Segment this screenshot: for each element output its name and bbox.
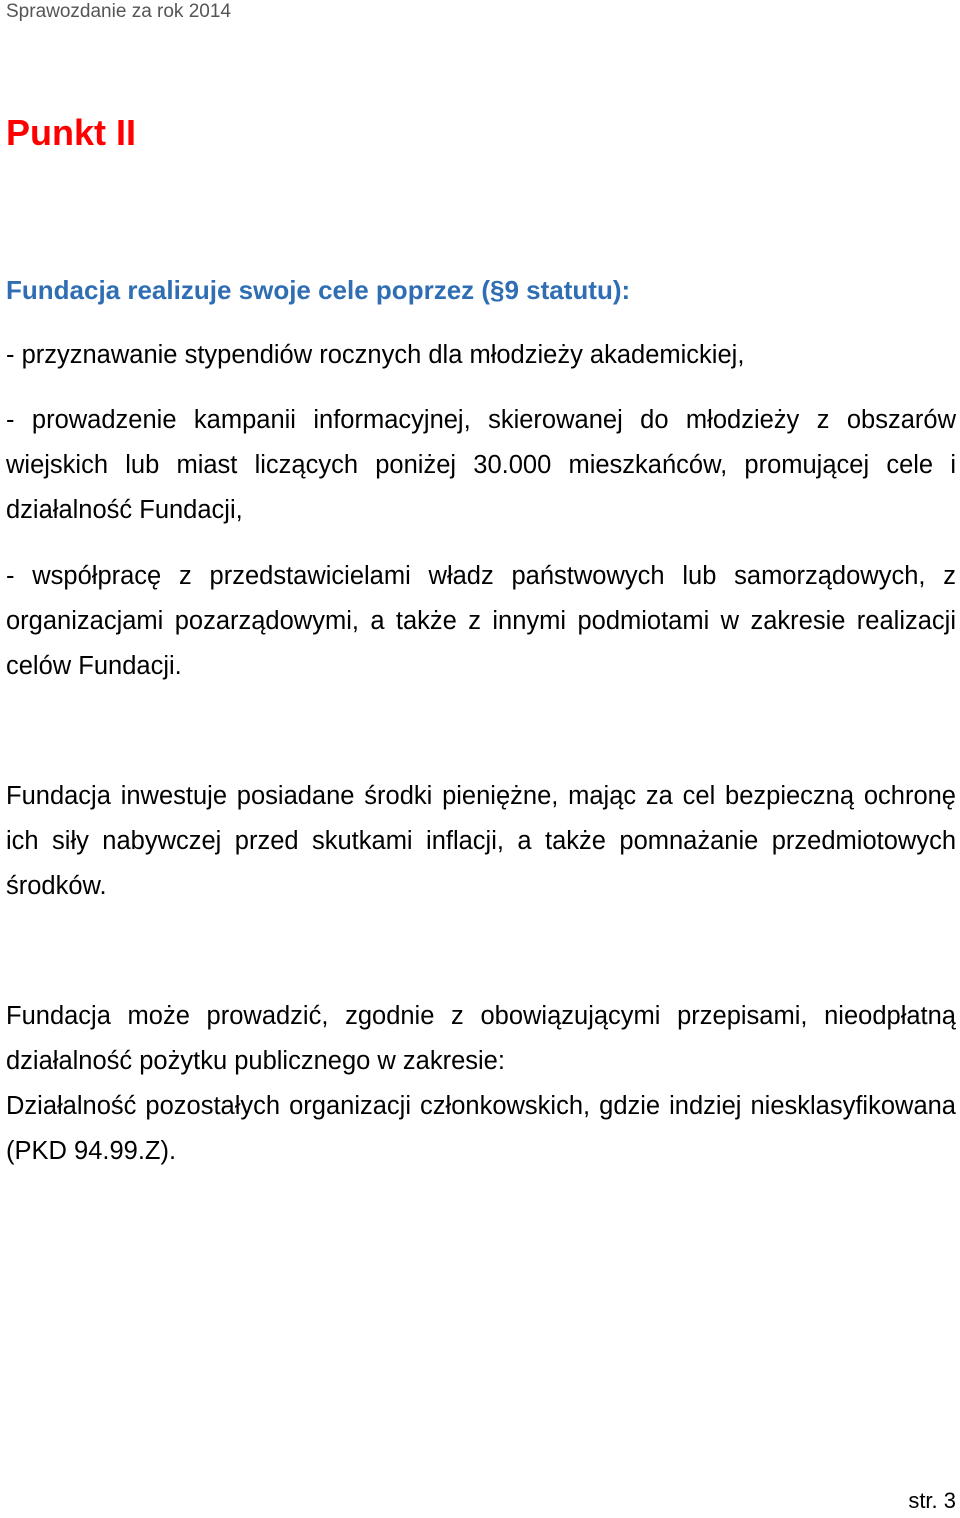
list-item: - współpracę z przedstawicielami władz państwowych lub samorządowych, z organizacjami pozarządowymi, a także z innymi podmiotami w zakresie realizacji celów Fundacji. <box>6 562 956 680</box>
section-title: Punkt II <box>6 112 137 153</box>
section-subheading: Fundacja realizuje swoje cele poprzez (§9 statutu): <box>6 275 631 305</box>
page-number: str. 3 <box>908 1488 956 1513</box>
public-benefit-paragraph: Fundacja może prowadzić, zgodnie z obowiązującymi przepisami, nieodpłatną działalność pożytku publicznego w zakresie: <box>6 1002 956 1075</box>
investment-paragraph: Fundacja inwestuje posiadane środki pieniężne, mając za cel bezpieczną ochronę ich siły nabywczej przed skutkami inflacji, a także pomnażanie przedmiotowych środków. <box>6 782 956 900</box>
list-item: - prowadzenie kampanii informacyjnej, skierowanej do młodzieży z obszarów wiejskich lub miast liczących poniżej 30.000 mieszkańców, promującej cele i działalność Fundacji, <box>6 406 956 524</box>
list-item: - przyznawanie stypendiów rocznych dla młodzieży akademickiej, <box>6 341 745 369</box>
activity-paragraph: Działalność pozostałych organizacji członkowskich, gdzie indziej niesklasyfikowana (PKD 94.99.Z). <box>6 1092 956 1165</box>
running-header: Sprawozdanie za rok 2014 <box>6 1 231 22</box>
